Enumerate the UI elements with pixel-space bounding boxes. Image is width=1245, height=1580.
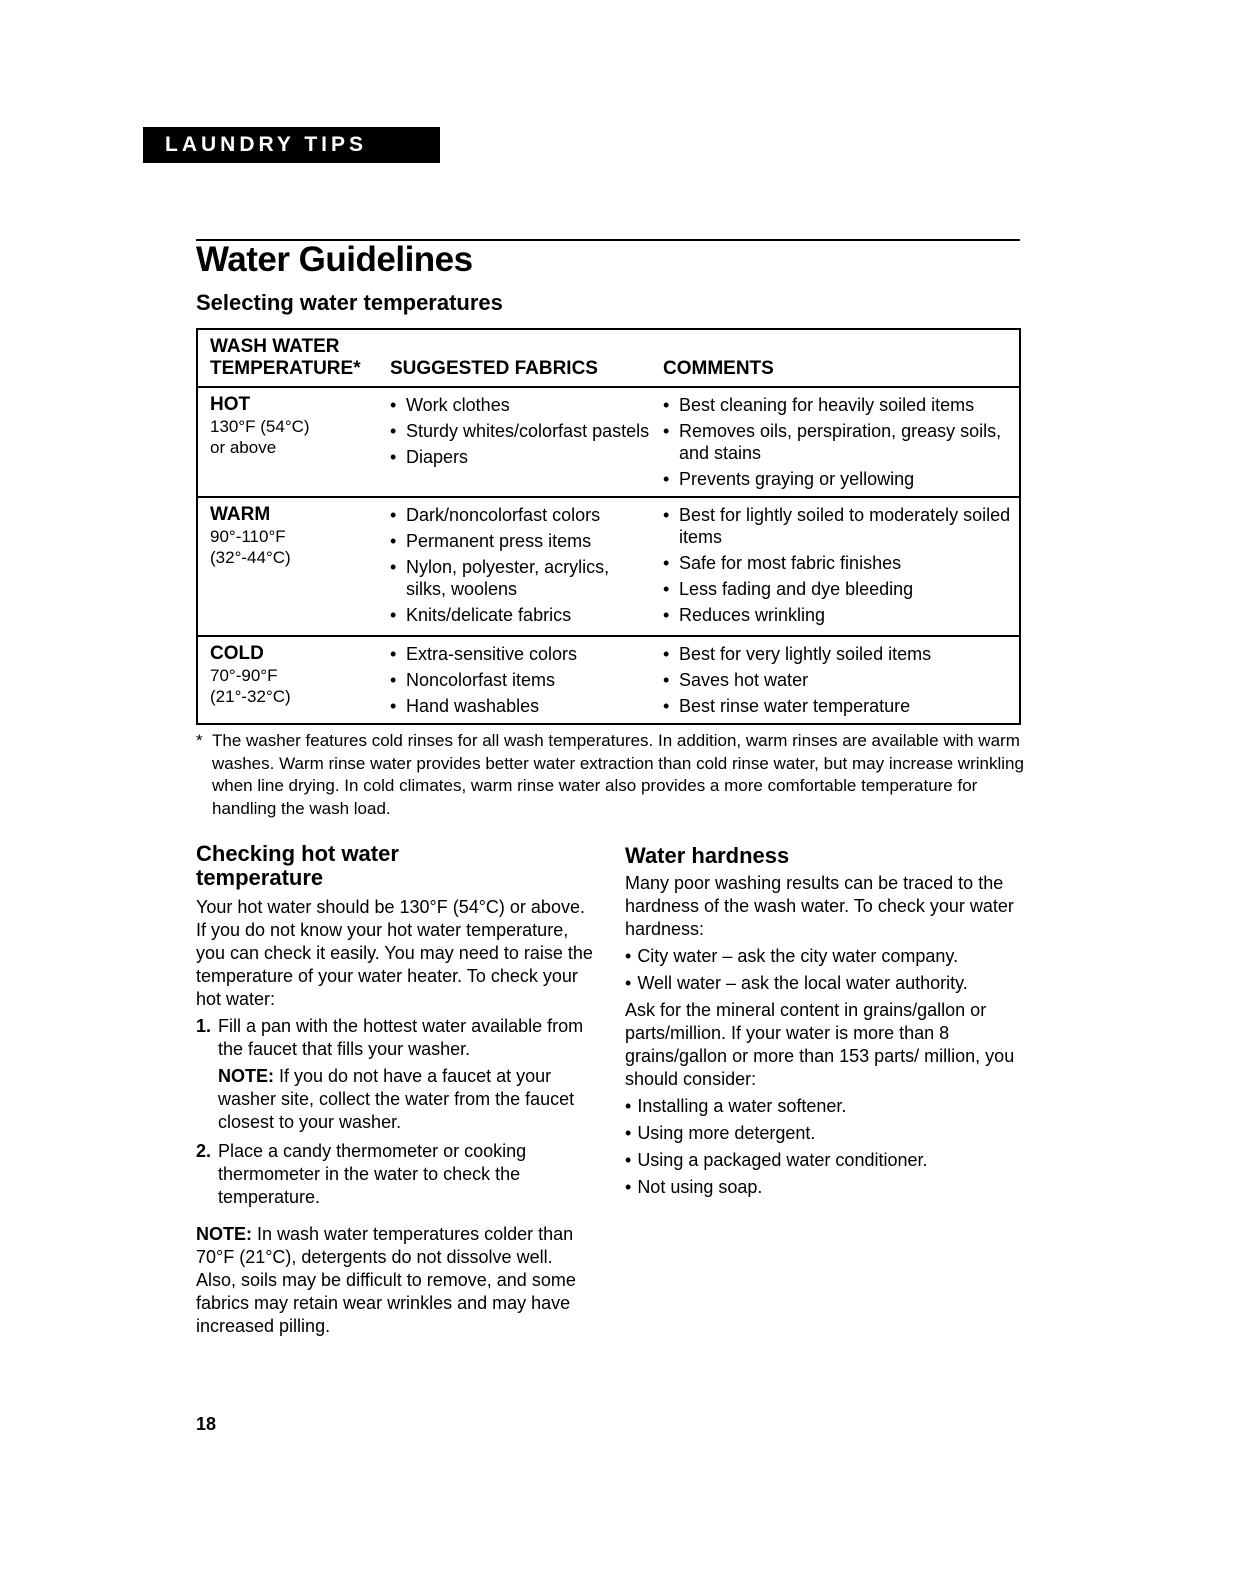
header-comments: COMMENTS	[663, 358, 774, 379]
list-item: • Dark/noncolorfast colors	[390, 504, 651, 526]
fabrics-cell	[376, 388, 651, 496]
list-item: • Using more detergent.	[625, 1122, 1025, 1145]
step-item	[196, 1140, 596, 1209]
list-item: • Saves hot water	[663, 669, 1019, 691]
table-footnote	[196, 730, 1026, 820]
list-item: • Diapers	[390, 446, 651, 468]
temperature-range: or above	[210, 438, 277, 457]
note-label: NOTE:	[196, 1224, 252, 1244]
step-number: 2.	[196, 1141, 212, 1161]
hardness-intro: Many poor washing results can be traced to the hardness of the wash water. To check your water hardness:	[625, 873, 1014, 939]
table-heading: Selecting water temperatures	[196, 290, 503, 315]
final-note	[196, 1223, 596, 1338]
comments-cell	[651, 637, 1019, 723]
hardness-options-list	[625, 1095, 1025, 1199]
water-temperature-table	[196, 328, 1021, 725]
step-text: Fill a pan with the hottest water available from the faucet that fills your washer.	[218, 1016, 584, 1059]
note-label: NOTE:	[218, 1066, 274, 1086]
temperature-range: 90°-110°F	[210, 527, 286, 546]
hardness-sources-list	[625, 945, 1025, 995]
list-item: • Well water – ask the local water authority.	[625, 972, 1025, 995]
list-item: • Best for lightly soiled to moderately soiled items	[663, 504, 1019, 548]
comments-cell	[651, 498, 1019, 635]
list-item: • Hand washables	[390, 695, 651, 717]
table-row-hot	[198, 388, 1019, 498]
step-text: Place a candy thermometer or cooking thermometer in the water to check the temperature.	[218, 1141, 527, 1207]
table-row-cold	[198, 637, 1019, 723]
temperature-cell	[198, 388, 376, 496]
temperature-range: 70°-90°F	[210, 666, 278, 685]
temperature-name: COLD	[210, 643, 264, 664]
comments-cell	[651, 388, 1019, 496]
list-item: • Best cleaning for heavily soiled items	[663, 394, 1019, 416]
footnote-mark: *	[196, 731, 203, 750]
list-item: • Knits/delicate fabrics	[390, 604, 651, 626]
list-item: • Installing a water softener.	[625, 1095, 1025, 1118]
list-item: • City water – ask the city water company.	[625, 945, 1025, 968]
temperature-range: 130°F (54°C)	[210, 417, 310, 436]
footnote-text: The washer features cold rinses for all wash temperatures. In addition, warm rinses are available with warm washes. Warm rinse water provides better water extraction than cold rinse water, but may increase wrinkling when line drying. In cold climates, warm rinse water also provides a more comfortable temperature for handling the wash load.	[212, 731, 1024, 818]
fabrics-cell	[376, 498, 651, 635]
list-item: • Permanent press items	[390, 530, 651, 552]
list-item: • Prevents graying or yellowing	[663, 468, 1019, 490]
temperature-range: (32°-44°C)	[210, 548, 291, 567]
temperature-name: WARM	[210, 504, 271, 525]
page-number: 18	[196, 1414, 217, 1434]
temperature-cell	[198, 498, 376, 635]
list-item: • Work clothes	[390, 394, 651, 416]
section-heading: Water hardness	[625, 843, 790, 868]
fabrics-cell	[376, 637, 651, 723]
list-item: • Extra-sensitive colors	[390, 643, 651, 665]
list-item: • Noncolorfast items	[390, 669, 651, 691]
temperature-name: HOT	[210, 394, 251, 415]
hot-water-intro: Your hot water should be 130°F (54°C) or above. If you do not know your hot water temperature, you can check it easily. You may need to raise the temperature of your water heater. To check your hot water:	[196, 897, 593, 1009]
list-item: • Not using soap.	[625, 1176, 1025, 1199]
table-header-row	[198, 330, 1019, 388]
list-item: • Nylon, polyester, acrylics, silks, woolens	[390, 556, 651, 600]
section-tab: LAUNDRY TIPS	[143, 127, 440, 163]
list-item: • Reduces wrinkling	[663, 604, 1019, 626]
hot-water-section	[196, 842, 596, 1338]
temperature-range: (21°-32°C)	[210, 687, 291, 706]
header-wash-water-temperature: WASH WATER TEMPERATURE*	[210, 336, 361, 379]
water-hardness-section	[625, 844, 1025, 1203]
list-item: • Using a packaged water conditioner.	[625, 1149, 1025, 1172]
list-item: • Best rinse water temperature	[663, 695, 1019, 717]
step-note	[218, 1065, 596, 1134]
note-text: In wash water temperatures colder than 70°F (21°C), detergents do not dissolve well. Also, soils may be difficult to remove, and some fabrics may retain wear wrinkles and may have increased pilling.	[196, 1224, 576, 1336]
temperature-cell	[198, 637, 376, 723]
page-title: Water Guidelines	[196, 240, 473, 279]
list-item: • Best for very lightly soiled items	[663, 643, 1019, 665]
step-item	[196, 1015, 596, 1134]
header-suggested-fabrics: SUGGESTED FABRICS	[390, 358, 598, 379]
list-item: • Removes oils, perspiration, greasy soils, and stains	[663, 420, 1019, 464]
list-item: • Sturdy whites/colorfast pastels	[390, 420, 651, 442]
note-text: If you do not have a faucet at your washer site, collect the water from the faucet closest to your washer.	[218, 1066, 575, 1132]
list-item: • Safe for most fabric finishes	[663, 552, 1019, 574]
steps-list	[196, 1015, 596, 1209]
section-heading: Checking hot water temperature	[196, 841, 399, 890]
hardness-paragraph: Ask for the mineral content in grains/gallon or parts/million. If your water is more than 8 grains/gallon or more than 153 parts/ million, you should consider:	[625, 1000, 1015, 1089]
list-item: • Less fading and dye bleeding	[663, 578, 1019, 600]
table-row-warm	[198, 498, 1019, 637]
step-number: 1.	[196, 1016, 212, 1036]
